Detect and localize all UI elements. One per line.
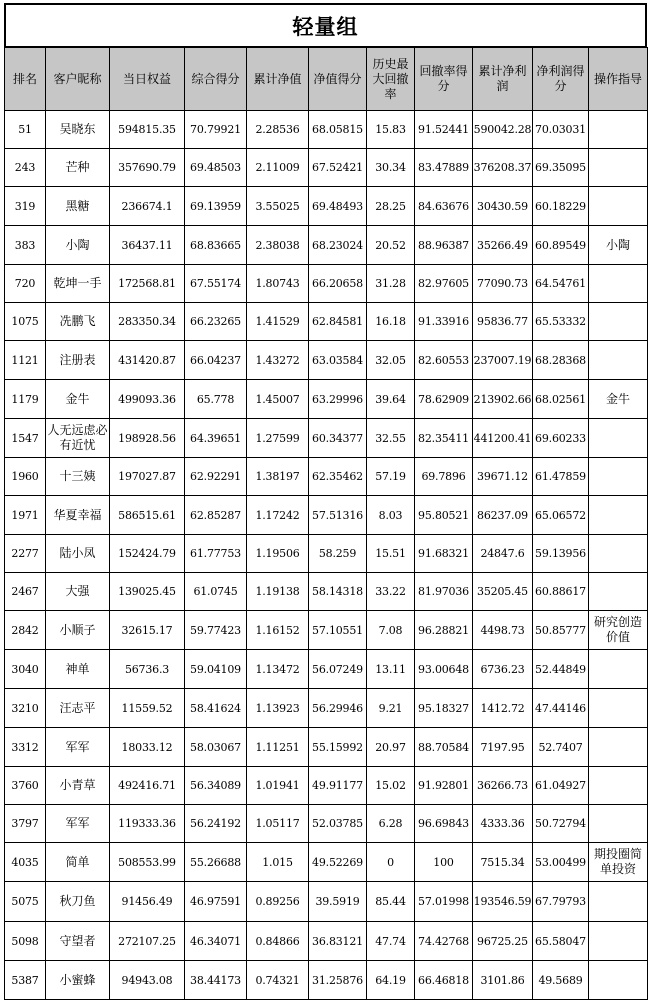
- guide-cell: 期投圈简单投资: [589, 843, 648, 882]
- table-cell: 64.54761: [533, 265, 589, 303]
- nickname-cell: 神单: [46, 650, 110, 689]
- table-row: [5, 805, 648, 843]
- table-row: [5, 650, 648, 689]
- table-cell: 91.92801: [415, 767, 473, 805]
- table-cell: 58.41624: [185, 689, 247, 728]
- table-cell: 33.22: [367, 573, 415, 611]
- table-cell: 55.15992: [309, 728, 367, 767]
- nickname-cell: 小陶: [46, 226, 110, 265]
- column-header: 操作指导: [589, 48, 648, 111]
- table-cell: 82.35411: [415, 419, 473, 458]
- column-header: 净利润得分: [533, 48, 589, 111]
- table-cell: 20.97: [367, 728, 415, 767]
- table-cell: 4498.73: [473, 611, 533, 650]
- table-cell: 61.77753: [185, 535, 247, 573]
- table-cell: 78.62909: [415, 380, 473, 419]
- table-cell: 20.52: [367, 226, 415, 265]
- table-cell: 60.88617: [533, 573, 589, 611]
- table-cell: 74.42768: [415, 922, 473, 961]
- table-cell: 31.28: [367, 265, 415, 303]
- table-cell: 3797: [5, 805, 46, 843]
- table-cell: 1.80743: [247, 265, 309, 303]
- column-header: 综合得分: [185, 48, 247, 111]
- table-row: [5, 961, 648, 1000]
- table-cell: 32.05: [367, 341, 415, 380]
- table-cell: 4035: [5, 843, 46, 882]
- table-cell: 56.29946: [309, 689, 367, 728]
- table-row: [5, 380, 648, 419]
- table-cell: 56.07249: [309, 650, 367, 689]
- column-header: 回撤率得分: [415, 48, 473, 111]
- table-cell: 62.84581: [309, 303, 367, 341]
- table-cell: 2.28536: [247, 111, 309, 149]
- table-cell: 69.60233: [533, 419, 589, 458]
- nickname-cell: 芒种: [46, 149, 110, 187]
- guide-cell: [589, 689, 648, 728]
- table-cell: 52.03785: [309, 805, 367, 843]
- table-cell: 32.55: [367, 419, 415, 458]
- table-cell: 1.41529: [247, 303, 309, 341]
- table-cell: 62.35462: [309, 458, 367, 496]
- table-row: [5, 303, 648, 341]
- nickname-cell: 十三姨: [46, 458, 110, 496]
- table-cell: 5075: [5, 882, 46, 922]
- table-cell: 13.11: [367, 650, 415, 689]
- guide-cell: [589, 882, 648, 922]
- table-cell: 49.52269: [309, 843, 367, 882]
- column-header: 累计净利润: [473, 48, 533, 111]
- table-cell: 67.79793: [533, 882, 589, 922]
- column-header: 当日权益: [110, 48, 185, 111]
- table-cell: 68.23024: [309, 226, 367, 265]
- table-cell: 319: [5, 187, 46, 226]
- nickname-cell: 金牛: [46, 380, 110, 419]
- table-row: [5, 922, 648, 961]
- table-cell: 213902.66: [473, 380, 533, 419]
- table-cell: 59.77423: [185, 611, 247, 650]
- table-cell: 31.25876: [309, 961, 367, 1000]
- table-cell: 193546.59: [473, 882, 533, 922]
- table-cell: 63.29996: [309, 380, 367, 419]
- table-cell: 91.68321: [415, 535, 473, 573]
- table-row: [5, 419, 648, 458]
- table-cell: 96.28821: [415, 611, 473, 650]
- table-cell: 1.19506: [247, 535, 309, 573]
- table-cell: 15.83: [367, 111, 415, 149]
- table-cell: 6.28: [367, 805, 415, 843]
- guide-cell: [589, 496, 648, 535]
- column-header: 累计净值: [247, 48, 309, 111]
- table-cell: 376208.37: [473, 149, 533, 187]
- guide-cell: [589, 767, 648, 805]
- table-cell: 66.20658: [309, 265, 367, 303]
- table-row: [5, 149, 648, 187]
- table-cell: 2.11009: [247, 149, 309, 187]
- table-cell: 95.18327: [415, 689, 473, 728]
- table-cell: 58.14318: [309, 573, 367, 611]
- table-cell: 66.46818: [415, 961, 473, 1000]
- table-cell: 1.19138: [247, 573, 309, 611]
- table-cell: 16.18: [367, 303, 415, 341]
- guide-cell: [589, 303, 648, 341]
- table-cell: 70.03031: [533, 111, 589, 149]
- table-cell: 65.58047: [533, 922, 589, 961]
- table-cell: 57.01998: [415, 882, 473, 922]
- nickname-cell: 小顺子: [46, 611, 110, 650]
- table-cell: 119333.36: [110, 805, 185, 843]
- table-cell: 69.48493: [309, 187, 367, 226]
- table-cell: 492416.71: [110, 767, 185, 805]
- guide-cell: [589, 149, 648, 187]
- column-header: 净值得分: [309, 48, 367, 111]
- table-cell: 1971: [5, 496, 46, 535]
- table-cell: 65.53332: [533, 303, 589, 341]
- table-cell: 6736.23: [473, 650, 533, 689]
- table-cell: 1.13923: [247, 689, 309, 728]
- table-cell: 36266.73: [473, 767, 533, 805]
- nickname-cell: 军军: [46, 805, 110, 843]
- table-cell: 63.03584: [309, 341, 367, 380]
- nickname-cell: 简单: [46, 843, 110, 882]
- table-cell: 51: [5, 111, 46, 149]
- table-cell: 39.64: [367, 380, 415, 419]
- table-cell: 1960: [5, 458, 46, 496]
- table-cell: 5098: [5, 922, 46, 961]
- table-cell: 64.19: [367, 961, 415, 1000]
- table-cell: 1.015: [247, 843, 309, 882]
- table-cell: 82.60553: [415, 341, 473, 380]
- table-cell: 15.51: [367, 535, 415, 573]
- table-cell: 66.23265: [185, 303, 247, 341]
- table-row: [5, 458, 648, 496]
- table-cell: 56.34089: [185, 767, 247, 805]
- table-cell: 5387: [5, 961, 46, 1000]
- table-cell: 58.259: [309, 535, 367, 573]
- table-cell: 272107.25: [110, 922, 185, 961]
- table-cell: 15.02: [367, 767, 415, 805]
- table-cell: 0.74321: [247, 961, 309, 1000]
- table-cell: 60.18229: [533, 187, 589, 226]
- table-cell: 85.44: [367, 882, 415, 922]
- guide-cell: [589, 650, 648, 689]
- nickname-cell: 守望者: [46, 922, 110, 961]
- table-cell: 7515.34: [473, 843, 533, 882]
- table-cell: 2467: [5, 573, 46, 611]
- table-cell: 8.03: [367, 496, 415, 535]
- table-cell: 1.43272: [247, 341, 309, 380]
- table-cell: 88.96387: [415, 226, 473, 265]
- table-cell: 68.83665: [185, 226, 247, 265]
- table-cell: 39671.12: [473, 458, 533, 496]
- table-cell: 1.05117: [247, 805, 309, 843]
- table-cell: 77090.73: [473, 265, 533, 303]
- table-cell: 64.39651: [185, 419, 247, 458]
- table-cell: 7197.95: [473, 728, 533, 767]
- table-cell: 58.03067: [185, 728, 247, 767]
- table-cell: 441200.41: [473, 419, 533, 458]
- table-cell: 0: [367, 843, 415, 882]
- table-cell: 91456.49: [110, 882, 185, 922]
- table-cell: 1179: [5, 380, 46, 419]
- table-cell: 431420.87: [110, 341, 185, 380]
- table-cell: 3312: [5, 728, 46, 767]
- table-cell: 95836.77: [473, 303, 533, 341]
- table-cell: 100: [415, 843, 473, 882]
- table-cell: 594815.35: [110, 111, 185, 149]
- table-cell: 66.04237: [185, 341, 247, 380]
- table-cell: 35205.45: [473, 573, 533, 611]
- table-cell: 30430.59: [473, 187, 533, 226]
- table-cell: 18033.12: [110, 728, 185, 767]
- guide-cell: [589, 535, 648, 573]
- table-cell: 95.80521: [415, 496, 473, 535]
- guide-cell: 金牛: [589, 380, 648, 419]
- table-cell: 1.38197: [247, 458, 309, 496]
- table-cell: 1075: [5, 303, 46, 341]
- table-cell: 590042.28: [473, 111, 533, 149]
- table-cell: 52.7407: [533, 728, 589, 767]
- nickname-cell: 乾坤一手: [46, 265, 110, 303]
- table-row: [5, 226, 648, 265]
- table-cell: 67.55174: [185, 265, 247, 303]
- table-cell: 32615.17: [110, 611, 185, 650]
- table-row: [5, 187, 648, 226]
- guide-cell: [589, 419, 648, 458]
- table-cell: 88.70584: [415, 728, 473, 767]
- table-row: [5, 611, 648, 650]
- guide-cell: [589, 458, 648, 496]
- table-cell: 236674.1: [110, 187, 185, 226]
- table-cell: 70.79921: [185, 111, 247, 149]
- table-cell: 1.01941: [247, 767, 309, 805]
- guide-cell: [589, 805, 648, 843]
- table-cell: 383: [5, 226, 46, 265]
- guide-cell: [589, 573, 648, 611]
- table-cell: 69.35095: [533, 149, 589, 187]
- column-header: 历史最大回撤率: [367, 48, 415, 111]
- table-cell: 1547: [5, 419, 46, 458]
- table-cell: 0.84866: [247, 922, 309, 961]
- guide-cell: [589, 961, 648, 1000]
- table-cell: 3101.86: [473, 961, 533, 1000]
- table-cell: 62.85287: [185, 496, 247, 535]
- table-row: [5, 767, 648, 805]
- table-row: [5, 496, 648, 535]
- table-cell: 62.92291: [185, 458, 247, 496]
- nickname-cell: 冼鹏飞: [46, 303, 110, 341]
- table-cell: 50.85777: [533, 611, 589, 650]
- table-cell: 586515.61: [110, 496, 185, 535]
- table-row: [5, 265, 648, 303]
- guide-cell: 研究创造价值: [589, 611, 648, 650]
- table-cell: 1.16152: [247, 611, 309, 650]
- table-cell: 56736.3: [110, 650, 185, 689]
- table-cell: 61.04927: [533, 767, 589, 805]
- table-row: [5, 341, 648, 380]
- table-cell: 60.89549: [533, 226, 589, 265]
- nickname-cell: 吴晓东: [46, 111, 110, 149]
- table-cell: 57.51316: [309, 496, 367, 535]
- table-cell: 508553.99: [110, 843, 185, 882]
- table-body: [5, 111, 648, 1000]
- table-cell: 84.63676: [415, 187, 473, 226]
- table-cell: 50.72794: [533, 805, 589, 843]
- table-cell: 93.00648: [415, 650, 473, 689]
- table-cell: 69.7896: [415, 458, 473, 496]
- table-cell: 1.45007: [247, 380, 309, 419]
- guide-cell: 小陶: [589, 226, 648, 265]
- table-cell: 53.00499: [533, 843, 589, 882]
- table-cell: 172568.81: [110, 265, 185, 303]
- table-cell: 69.13959: [185, 187, 247, 226]
- table-cell: 68.28368: [533, 341, 589, 380]
- table-cell: 57.19: [367, 458, 415, 496]
- table-cell: 49.5689: [533, 961, 589, 1000]
- header-row: [5, 48, 648, 111]
- table-cell: 82.97605: [415, 265, 473, 303]
- table-cell: 59.13956: [533, 535, 589, 573]
- nickname-cell: 大强: [46, 573, 110, 611]
- table-row: [5, 882, 648, 922]
- table-row: [5, 728, 648, 767]
- table-cell: 86237.09: [473, 496, 533, 535]
- nickname-cell: 华夏幸福: [46, 496, 110, 535]
- guide-cell: [589, 187, 648, 226]
- table-cell: 237007.19: [473, 341, 533, 380]
- table-cell: 55.26688: [185, 843, 247, 882]
- nickname-cell: 秋刀鱼: [46, 882, 110, 922]
- table-cell: 7.08: [367, 611, 415, 650]
- table-cell: 1412.72: [473, 689, 533, 728]
- table-cell: 68.02561: [533, 380, 589, 419]
- table-row: [5, 843, 648, 882]
- table-cell: 96725.25: [473, 922, 533, 961]
- table-cell: 36437.11: [110, 226, 185, 265]
- table-cell: 61.0745: [185, 573, 247, 611]
- table-cell: 61.47859: [533, 458, 589, 496]
- table-cell: 24847.6: [473, 535, 533, 573]
- table-cell: 2.38038: [247, 226, 309, 265]
- table-cell: 81.97036: [415, 573, 473, 611]
- table-row: [5, 689, 648, 728]
- table-cell: 49.91177: [309, 767, 367, 805]
- table-cell: 83.47889: [415, 149, 473, 187]
- table-cell: 46.34071: [185, 922, 247, 961]
- guide-cell: [589, 341, 648, 380]
- table-title: 轻量组: [4, 3, 647, 47]
- table-cell: 152424.79: [110, 535, 185, 573]
- table-cell: 1.13472: [247, 650, 309, 689]
- table-cell: 52.44849: [533, 650, 589, 689]
- table-cell: 3.55025: [247, 187, 309, 226]
- table-cell: 47.74: [367, 922, 415, 961]
- table-cell: 3760: [5, 767, 46, 805]
- table-cell: 91.52441: [415, 111, 473, 149]
- table-cell: 2277: [5, 535, 46, 573]
- table-cell: 1.17242: [247, 496, 309, 535]
- column-header: 客户昵称: [46, 48, 110, 111]
- table-cell: 1.11251: [247, 728, 309, 767]
- nickname-cell: 人无远虑必有近忧: [46, 419, 110, 458]
- table-row: [5, 111, 648, 149]
- table-cell: 283350.34: [110, 303, 185, 341]
- table-cell: 94943.08: [110, 961, 185, 1000]
- guide-cell: [589, 265, 648, 303]
- guide-cell: [589, 728, 648, 767]
- nickname-cell: 注册表: [46, 341, 110, 380]
- table-cell: 2842: [5, 611, 46, 650]
- table-cell: 139025.45: [110, 573, 185, 611]
- table-cell: 96.69843: [415, 805, 473, 843]
- table-cell: 56.24192: [185, 805, 247, 843]
- guide-cell: [589, 922, 648, 961]
- table-cell: 197027.87: [110, 458, 185, 496]
- table-cell: 67.52421: [309, 149, 367, 187]
- table-cell: 499093.36: [110, 380, 185, 419]
- table-cell: 1.27599: [247, 419, 309, 458]
- table-cell: 3210: [5, 689, 46, 728]
- table-cell: 198928.56: [110, 419, 185, 458]
- table-row: [5, 535, 648, 573]
- table-cell: 0.89256: [247, 882, 309, 922]
- guide-cell: [589, 111, 648, 149]
- nickname-cell: 军军: [46, 728, 110, 767]
- table-cell: 59.04109: [185, 650, 247, 689]
- nickname-cell: 汪志平: [46, 689, 110, 728]
- table-cell: 11559.52: [110, 689, 185, 728]
- ranking-table: [4, 47, 648, 1000]
- table-cell: 3040: [5, 650, 46, 689]
- nickname-cell: 小青草: [46, 767, 110, 805]
- table-cell: 243: [5, 149, 46, 187]
- table-cell: 30.34: [367, 149, 415, 187]
- table-cell: 36.83121: [309, 922, 367, 961]
- table-cell: 46.97591: [185, 882, 247, 922]
- table-cell: 720: [5, 265, 46, 303]
- table-cell: 69.48503: [185, 149, 247, 187]
- table-cell: 4333.36: [473, 805, 533, 843]
- table-cell: 35266.49: [473, 226, 533, 265]
- table-cell: 38.44173: [185, 961, 247, 1000]
- table-row: [5, 573, 648, 611]
- table-cell: 1121: [5, 341, 46, 380]
- nickname-cell: 小蜜蜂: [46, 961, 110, 1000]
- table-cell: 65.06572: [533, 496, 589, 535]
- table-cell: 68.05815: [309, 111, 367, 149]
- table-cell: 39.5919: [309, 882, 367, 922]
- spreadsheet: [4, 3, 647, 1000]
- table-cell: 28.25: [367, 187, 415, 226]
- table-cell: 9.21: [367, 689, 415, 728]
- table-cell: 357690.79: [110, 149, 185, 187]
- nickname-cell: 黑糖: [46, 187, 110, 226]
- column-header: 排名: [5, 48, 46, 111]
- table-cell: 65.778: [185, 380, 247, 419]
- table-cell: 60.34377: [309, 419, 367, 458]
- table-cell: 47.44146: [533, 689, 589, 728]
- table-cell: 91.33916: [415, 303, 473, 341]
- table-cell: 57.10551: [309, 611, 367, 650]
- nickname-cell: 陆小凤: [46, 535, 110, 573]
